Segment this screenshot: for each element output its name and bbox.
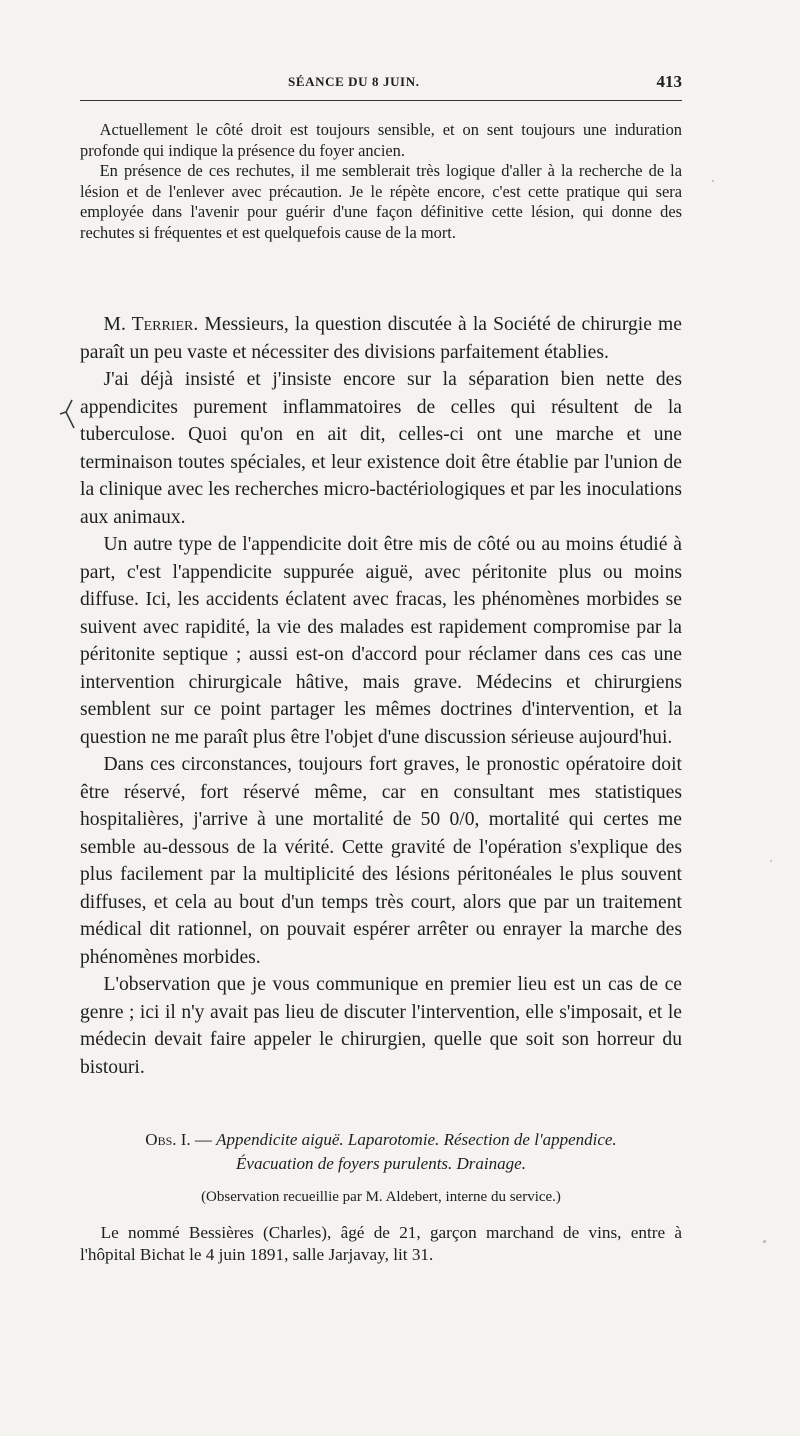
speaker-name: M. Terrier. [103,314,199,335]
observation-title-line2: Évacuation de foyers purulents. Drainage. [236,1154,526,1173]
observation-title [80,1128,682,1176]
handwritten-bracket-mark [56,398,80,432]
paper-speck [712,180,714,182]
paragraph: L'observation que je vous communique en premier lieu est un cas de ce genre ; ici il n'y avait pas lieu de discuter l'intervention, elle s'imposait, et le médecin devait faire appeler le chirurgien, quelle que soit son horreur du bistouri. [80,974,682,1078]
paragraph: Dans ces circonstances, toujours fort graves, le pronostic opératoire doit être réservé, fort réservé même, car en consultant mes statistiques hospitalières, j'arrive à une mortalité de 50 0/0, mortalité qui certes me semble au-dessous de la vérité. Cette gravité de l'opération s'explique des plus facilement par la multiplicité des lésions péritonéales le plus souvent diffuses, et cela au bout d'un temps très court, alors que par un traitement médical dit rationnel, on pouvait espérer arrêter ou enrayer la marche des phénomènes morbides. [80,754,682,968]
paragraph: Le nommé Bessières (Charles), âgé de 21, garçon marchand de vins, entre à l'hôpital Bichat le 4 juin 1891, salle Jarjavay, lit 31. [80,1223,682,1264]
observation-source: (Observation recueillie par M. Aldebert, interne du service.) [201,1189,561,1205]
terrier-discussion [80,311,682,1081]
paragraph [80,311,682,366]
page-number: 413 [656,72,682,91]
paragraph: Un autre type de l'appendicite doit être mis de côté ou au moins étudié à part, c'est l'appendicite suppurée aiguë, avec péritonite plus ou moins diffuse. Ici, les accidents éclatent avec fracas, les phénomènes morbides se suivent avec rapidité, la vie des malades est rapidement compromise par la péritonite septique ; aussi est-on d'accord pour réclamer dans ces cas une intervention chirurgicale hâtive, mais grave. Médecins et chirurgiens semblent sur ce point partager les mêmes doctrines d'intervention, et la question ne me paraît plus être l'objet d'une discussion sérieuse aujourd'hui. [80,534,682,748]
paragraph: J'ai déjà insisté et j'insiste encore sur la séparation bien nette des appendicites purement inflammatoires de celles qui résultent de la tuberculose. Quoi qu'on en ait dit, celles-ci ont une marche et une terminaison toutes spéciales, et leur existence doit être établie par l'union de la clinique avec les recherches micro-bactériologiques et par les inoculations aux animaux. [80,369,682,528]
paragraph: Actuellement le côté droit est toujours sensible, et on sent toujours une induration profonde qui indique la présence du foyer ancien. [80,120,682,160]
intro-section [80,120,682,243]
paper-speck [770,860,772,862]
observation-label: Obs. I. [145,1130,191,1149]
observation-dash: — [190,1130,217,1149]
running-head: SÉANCE DU 8 JUIN. [288,74,420,89]
paragraph: En présence de ces rechutes, il me semblerait très logique d'aller à la recherche de la lésion et de l'enlever avec précaution. Je le répète encore, c'est cette pratique qui sera employée dans l'avenir pour guérir d'une façon définitive cette lésion, qui donne des rechutes si fréquentes et est quelquefois cause de la mort. [80,161,682,242]
observation-title-line1: Appendicite aiguë. Laparotomie. Résection de l'appendice. [216,1130,617,1149]
header-rule [80,100,682,101]
page-header [80,68,682,94]
observation-body [80,1222,682,1266]
paragraph-text: Messieurs, la question discutée à la Société de chirurgie me paraît un peu vaste et nécessiter des divisions parfaitement établies. [80,314,682,363]
paper-speck [763,1240,766,1243]
